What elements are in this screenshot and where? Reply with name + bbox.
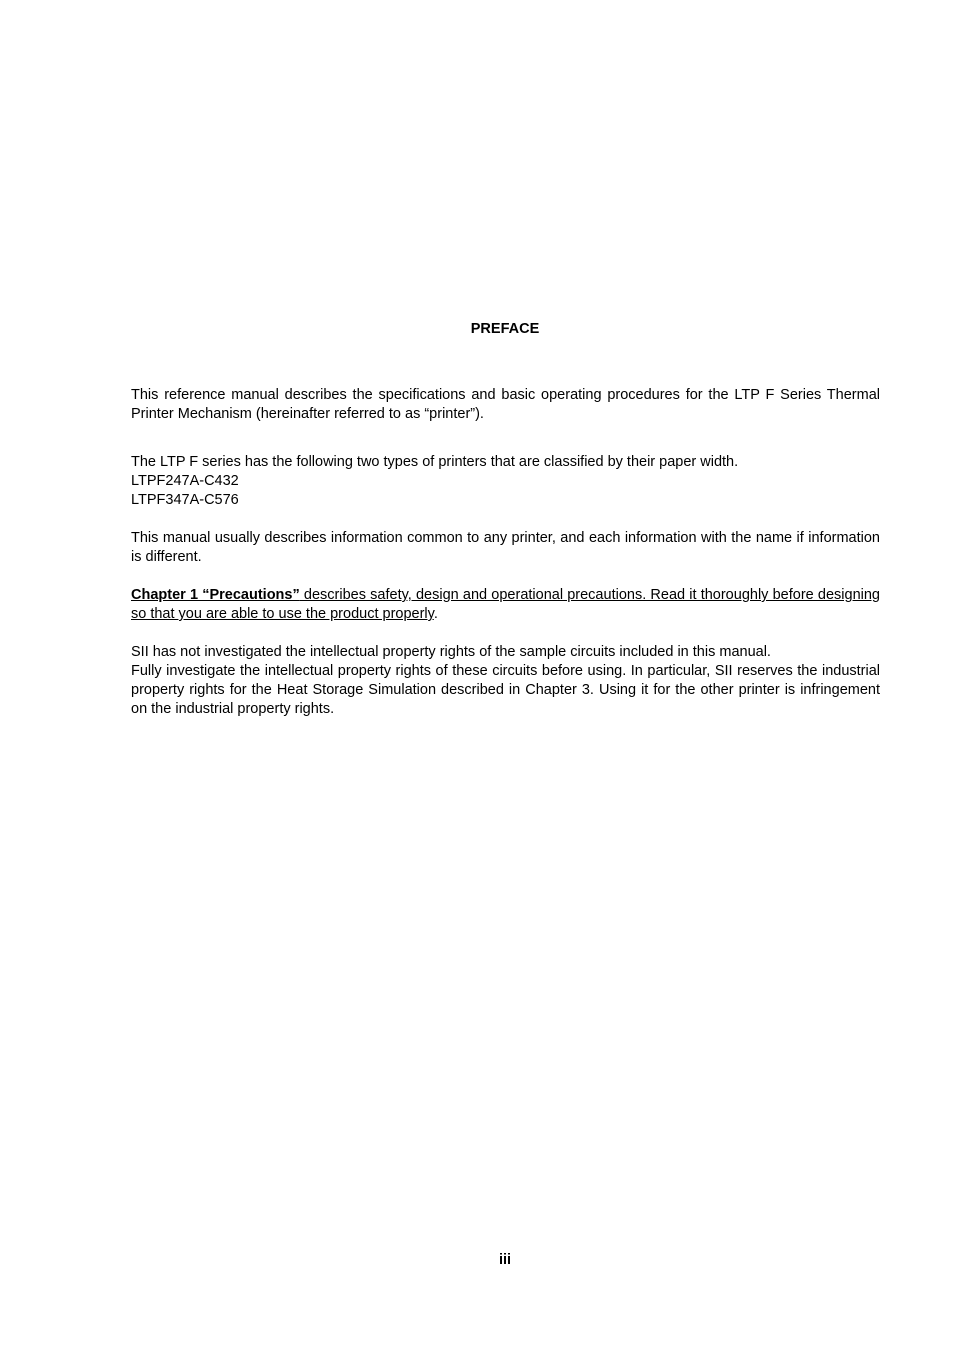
series-intro-paragraph: The LTP F series has the following two types of printers that are classified by their paper width. (131, 454, 739, 470)
model-list (131, 472, 880, 510)
preface-body (131, 386, 880, 719)
page-title: PREFACE (470, 321, 540, 337)
model-item: LTPF347A-C576 (131, 492, 239, 508)
chapter-note-underlined (131, 587, 880, 622)
ip-notice (131, 643, 880, 719)
ip-notice-line2: Fully investigate the intellectual property rights of these circuits before using. In particular, SII reserves the industrial property rights for the Heat Storage Simulation described in Chapter 3. Using it for the other printer is infringement on the industrial property rights. (131, 663, 880, 717)
chapter-note-text: describes safety, design and operational precautions. Read it thoroughly before designing so that you are able to use the product properly (131, 587, 880, 622)
chapter-reference: Chapter 1 “Precautions” (131, 587, 300, 603)
page-number: iii (498, 1252, 512, 1268)
ip-notice-line1: SII has not investigated the intellectual property rights of the sample circuits included in this manual. (131, 644, 771, 660)
common-info-paragraph: This manual usually describes information common to any printer, and each information with the name if information is different. (131, 530, 880, 565)
model-item: LTPF247A-C432 (131, 473, 239, 489)
chapter-note-paragraph (131, 586, 880, 624)
chapter-note-period: . (433, 606, 438, 622)
intro-paragraph: This reference manual describes the specifications and basic operating procedures for the LTP F Series Thermal Printer Mechanism (hereinafter referred to as “printer”). (131, 387, 880, 422)
